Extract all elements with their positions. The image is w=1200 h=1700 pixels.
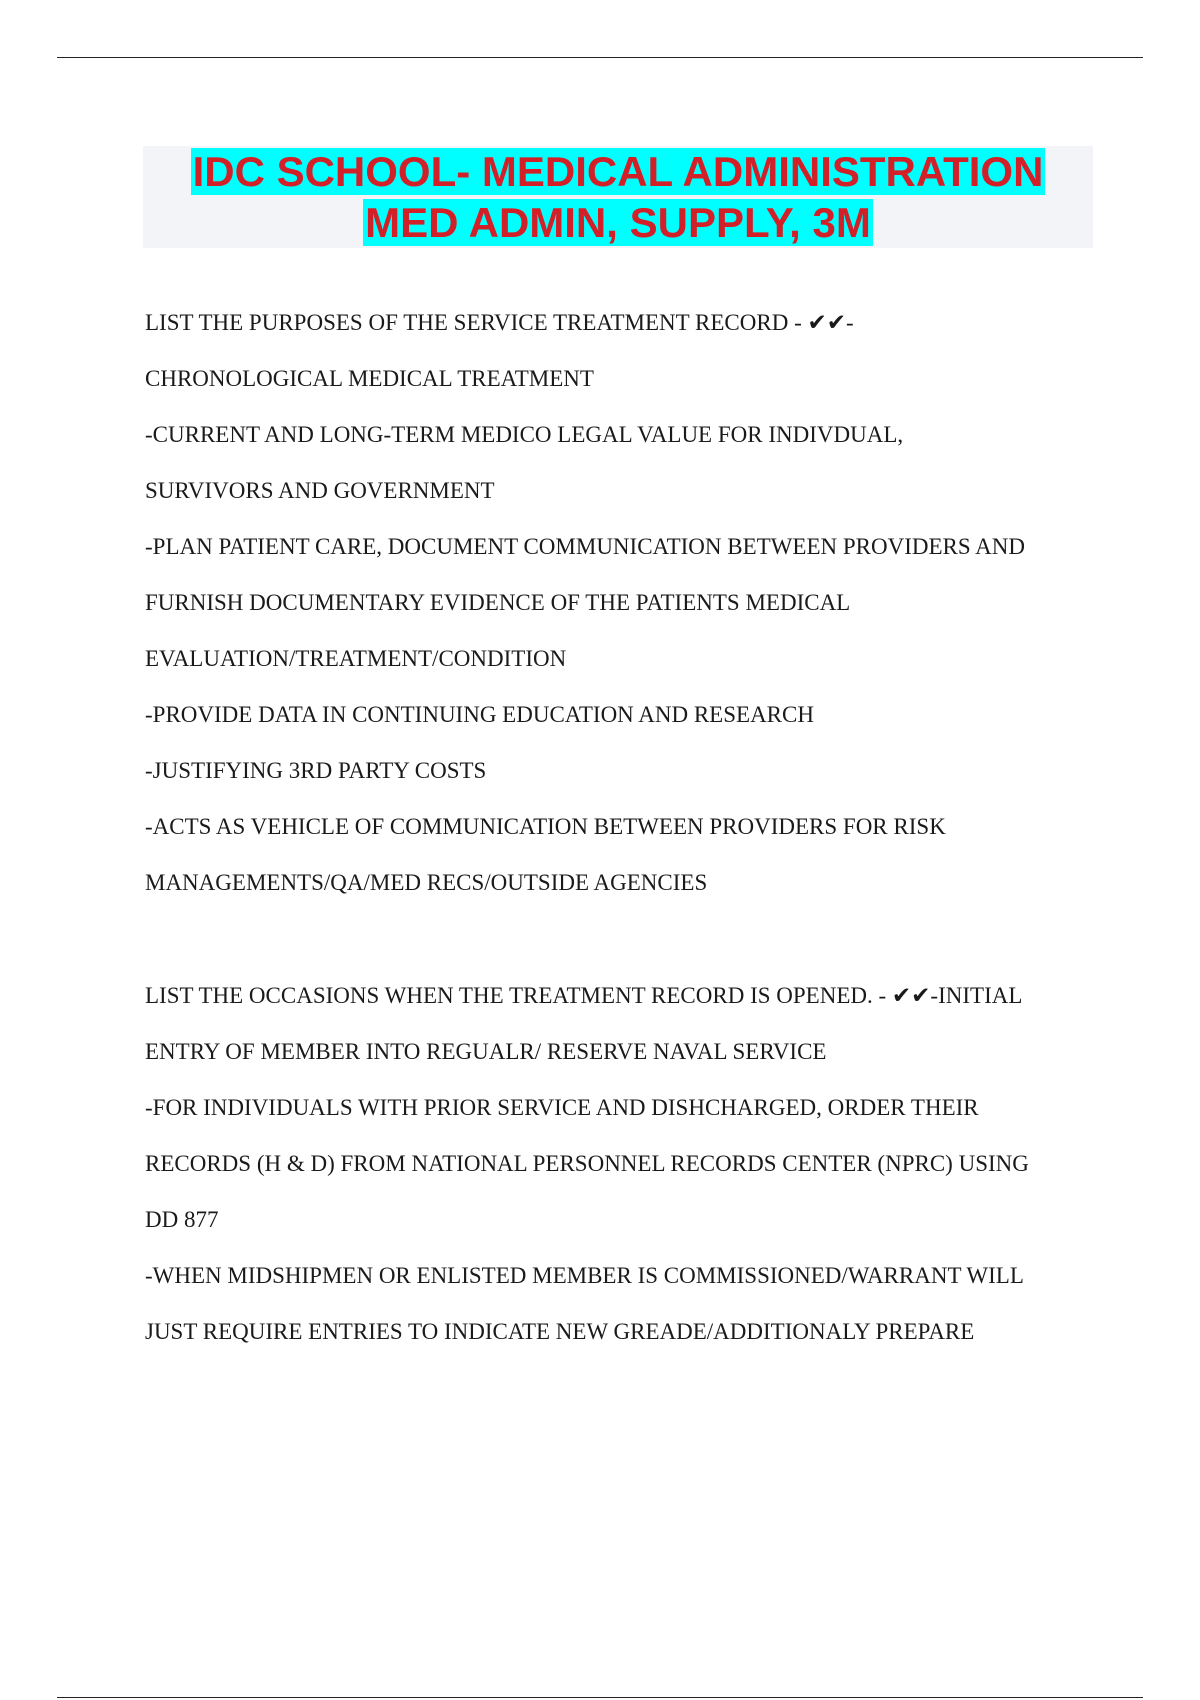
document-body <box>145 299 1095 1364</box>
text-line: -ACTS AS VEHICLE OF COMMUNICATION BETWEEN PROVIDERS FOR RISK <box>145 814 946 839</box>
text-line: DD 877 <box>145 1207 219 1232</box>
text-line: -JUSTIFYING 3RD PARTY COSTS <box>145 758 487 783</box>
text-line: MANAGEMENTS/QA/MED RECS/OUTSIDE AGENCIES <box>145 870 708 895</box>
document-title <box>143 146 1093 248</box>
text-line: SURVIVORS AND GOVERNMENT <box>145 478 495 503</box>
title-line-1: IDC SCHOOL- MEDICAL ADMINISTRATION <box>192 148 1044 195</box>
qa-section-purposes <box>145 299 1095 915</box>
text-line: RECORDS (H & D) FROM NATIONAL PERSONNEL RECORDS CENTER (NPRC) USING <box>145 1151 1029 1176</box>
text-line: ENTRY OF MEMBER INTO REGUALR/ RESERVE NAVAL SERVICE <box>145 1039 827 1064</box>
text-line: -WHEN MIDSHIPMEN OR ENLISTED MEMBER IS COMMISSIONED/WARRANT WILL <box>145 1263 1024 1288</box>
header-rule <box>57 57 1143 58</box>
text-line: LIST THE OCCASIONS WHEN THE TREATMENT RECORD IS OPENED. - ✔✔-INITIAL <box>145 983 1023 1008</box>
text-line: JUST REQUIRE ENTRIES TO INDICATE NEW GREADE/ADDITIONALY PREPARE <box>145 1319 975 1344</box>
qa-section-occasions <box>145 972 1095 1364</box>
text-line: -CURRENT AND LONG-TERM MEDICO LEGAL VALUE FOR INDIVDUAL, <box>145 422 904 447</box>
text-line: -FOR INDIVIDUALS WITH PRIOR SERVICE AND DISHCHARGED, ORDER THEIR <box>145 1095 979 1120</box>
text-line: EVALUATION/TREATMENT/CONDITION <box>145 646 567 671</box>
section-spacer <box>145 915 1095 972</box>
text-line: FURNISH DOCUMENTARY EVIDENCE OF THE PATIENTS MEDICAL <box>145 590 851 615</box>
footer-rule <box>57 1697 1143 1698</box>
title-line-2: MED ADMIN, SUPPLY, 3M <box>365 199 871 246</box>
text-line: -PLAN PATIENT CARE, DOCUMENT COMMUNICATION BETWEEN PROVIDERS AND <box>145 534 1025 559</box>
text-line: LIST THE PURPOSES OF THE SERVICE TREATMENT RECORD - ✔✔- <box>145 310 854 335</box>
text-line: -PROVIDE DATA IN CONTINUING EDUCATION AND RESEARCH <box>145 702 814 727</box>
text-line: CHRONOLOGICAL MEDICAL TREATMENT <box>145 366 594 391</box>
